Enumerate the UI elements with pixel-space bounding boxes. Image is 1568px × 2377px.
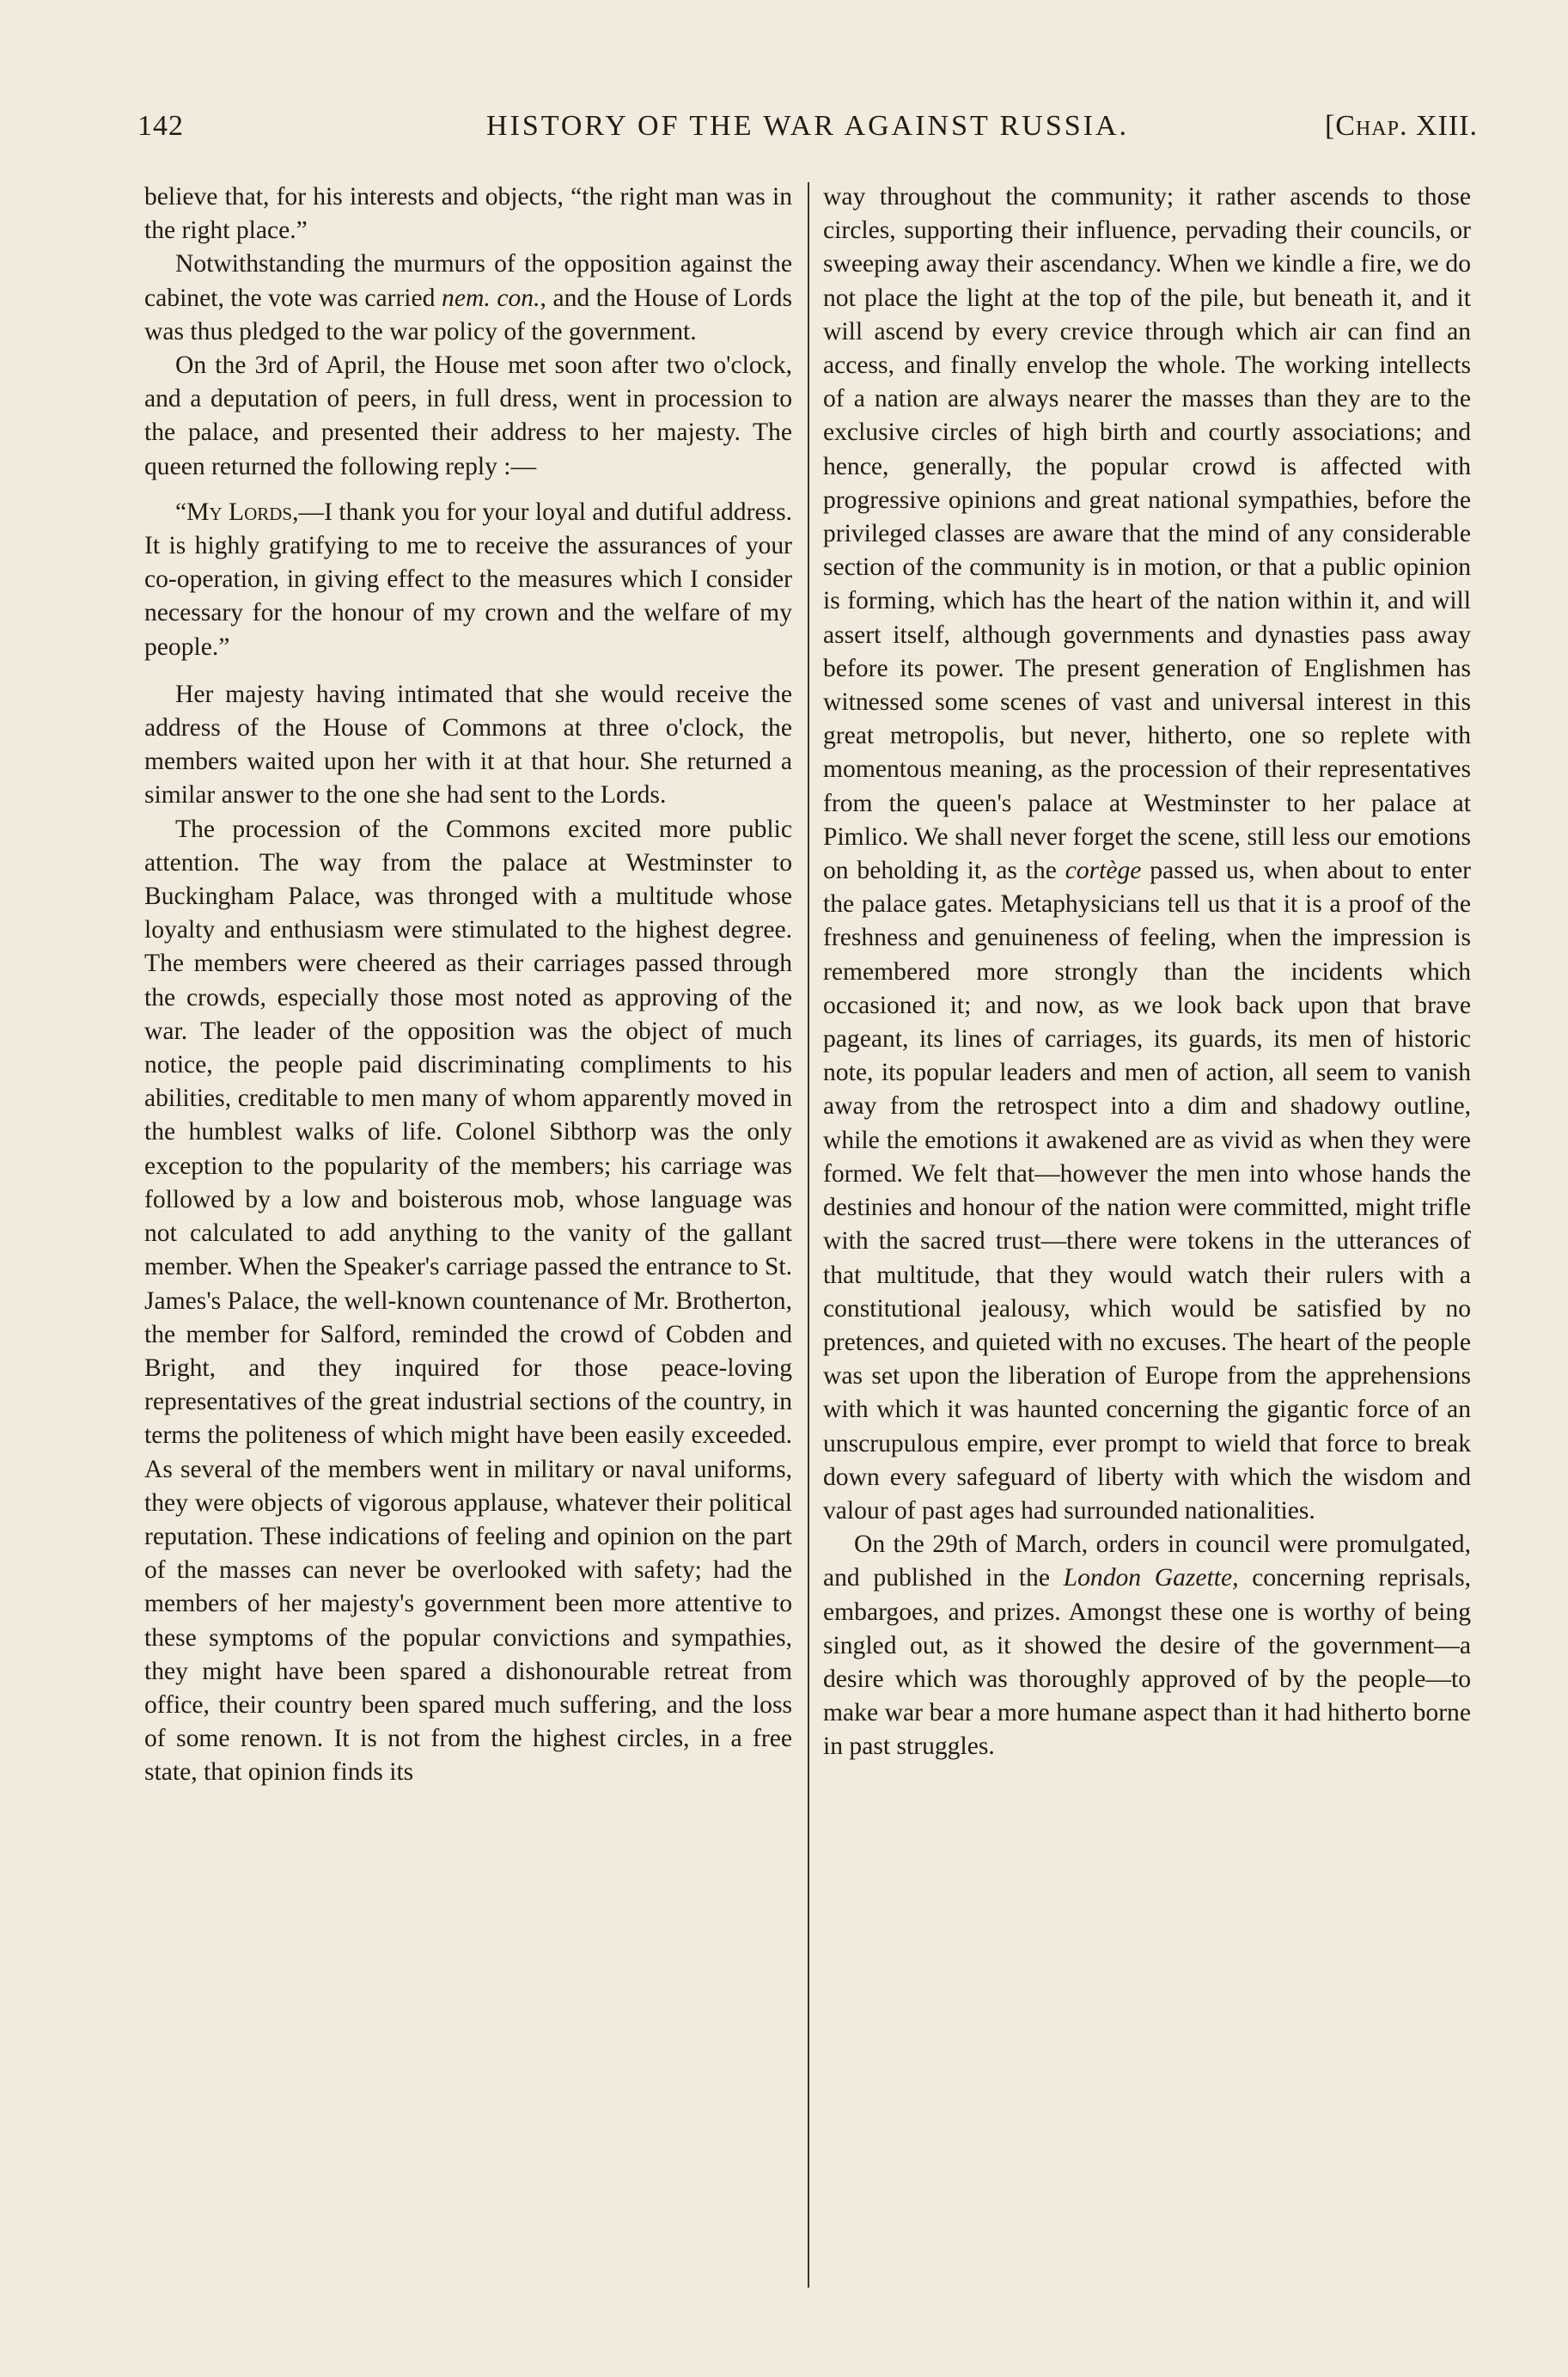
quoted-reply: “My Lords,—I thank you for your loyal and dutiful address. It is highly gratifying to me to receive the assurances of your co-operation, in giving effect to the measures which I consider necessary for the honour of my crown and the welfare of my people.” bbox=[144, 498, 793, 661]
left-column bbox=[144, 180, 792, 1790]
column-divider bbox=[808, 182, 809, 2288]
paragraph: On the 29th of March, orders in council were promulgated, and published in the London Gazette, concerning reprisals, embargoes, and prizes. Amongst these one is worthy of being singled out, as it showed the desire of the government—a desire which was thoroughly approved of by the people—to make war bear a more humane aspect than it had hitherto borne in past struggles. bbox=[823, 1531, 1471, 1761]
paragraph: Notwithstanding the murmurs of the opposition against the cabinet, the vote was carried nem. con., and the House of Lords was thus pledged to the war policy of the government. bbox=[144, 250, 792, 345]
paragraph: The procession of the Commons excited more public attention. The way from the palace at Westminster to Buckingham Palace, was thronged with a multitude whose loyalty and enthusiasm were stimulated to the highest degree. The members were cheered as their carriages passed through the crowds, especially those most noted as approving of the war. The leader of the opposition was the object of much notice, the people paid discriminating compliments to his abilities, creditable to men many of whom apparently moved in the humblest walks of life. Colonel Sibthorp was the only exception to the popularity of the members; his carriage was followed by a low and boisterous mob, whose language was not calculated to add anything to the vanity of the gallant member. When the Speaker's carriage passed the entrance to St. James's Palace, the well-known countenance of Mr. Brotherton, the member for Salford, reminded the crowd of Cobden and Bright, and they inquired for those peace-loving representatives of the great industrial sections of the country, in terms the politeness of which might have been easily exceeded. As several of the members went in military or naval uniforms, they were objects of vigorous applause, whatever their political reputation. These indications of feeling and opinion on the part of the masses can never be overlooked with safety; had the members of her majesty's government been more attentive to these symptoms of the popular convictions and sympathies, they might have been spared a dishonourable retreat from office, their country been spared much suffering, and the loss of some renown. It is not from the highest circles, in a free state, that opinion finds its bbox=[144, 815, 792, 1787]
paragraph: Her majesty having intimated that she would receive the address of the House of Commons at three o'clock, the members waited upon her with it at that hour. She returned a similar answer to the one she had sent to the Lords. bbox=[144, 680, 792, 810]
running-title: HISTORY OF THE WAR AGAINST RUSSIA. bbox=[485, 110, 1130, 142]
page-number: 142 bbox=[137, 110, 184, 142]
running-header bbox=[137, 110, 1478, 162]
paragraph: way throughout the community; it rather ascends to those circles, supporting their influence, pervading their councils, or sweeping away their ascendancy. When we kindle a fire, we do not place the light at the top of the pile, but beneath it, and it will ascend by every crevice through which air can find an access, and finally envelop the whole. The working intellects of a nation are always nearer the masses than they are to the exclusive circles of high birth and courtly associations; and hence, generally, the popular crowd is affected with progressive opinions and great national sympathies, before the privileged classes are aware that the mind of any considerable section of the community is in motion, or that a public opinion is forming, which has the heart of the nation within it, and will assert itself, although governments and dynasties pass away before its power. The present generation of Englishmen has witnessed some scenes of vast and universal interest in this great metropolis, but never, hitherto, one so replete with momentous meaning, as the procession of their representatives from the queen's palace at Westminster to her palace at Pimlico. We shall never forget the scene, still less our emotions on beholding it, as the cortège passed us, when about to enter the palace gates. Metaphysicians tell us that it is a proof of the freshness and genuineness of feeling, when the impression is remembered more strongly than the incidents which occasioned it; and now, as we look back upon that brave pageant, its lines of carriages, its guards, its men of historic note, its popular leaders and men of action, all seem to vanish away from the retrospect into a dim and shadowy outline, while the emotions it awakened are as vivid as when they were formed. We felt that—however the men into whose hands the destinies and honour of the nation were committed, might trifle with the sacred trust—there were tokens in the utterances of that multitude, that they would watch their rulers with a constitutional jealousy, which would be satisfied by no pretences, and quieted with no excuses. The heart of the people was set upon the liberation of Europe from the apprehensions with which it was haunted concerning the gigantic force of an unscrupulous empire, ever prompt to wield that force to break down every safeguard of liberty with which the wisdom and valour of past ages had surrounded nationalities. bbox=[823, 183, 1471, 1525]
chapter-label: [Chap. XIII. bbox=[1324, 110, 1478, 142]
right-column bbox=[823, 180, 1471, 1764]
paragraph: On the 3rd of April, the House met soon after two o'clock, and a deputation of peers, in full dress, went in procession to the palace, and presented their address to her majesty. The queen returned the following reply :— bbox=[144, 351, 792, 480]
paragraph: believe that, for his interests and objects, “the right man was in the right place.” bbox=[144, 183, 792, 245]
